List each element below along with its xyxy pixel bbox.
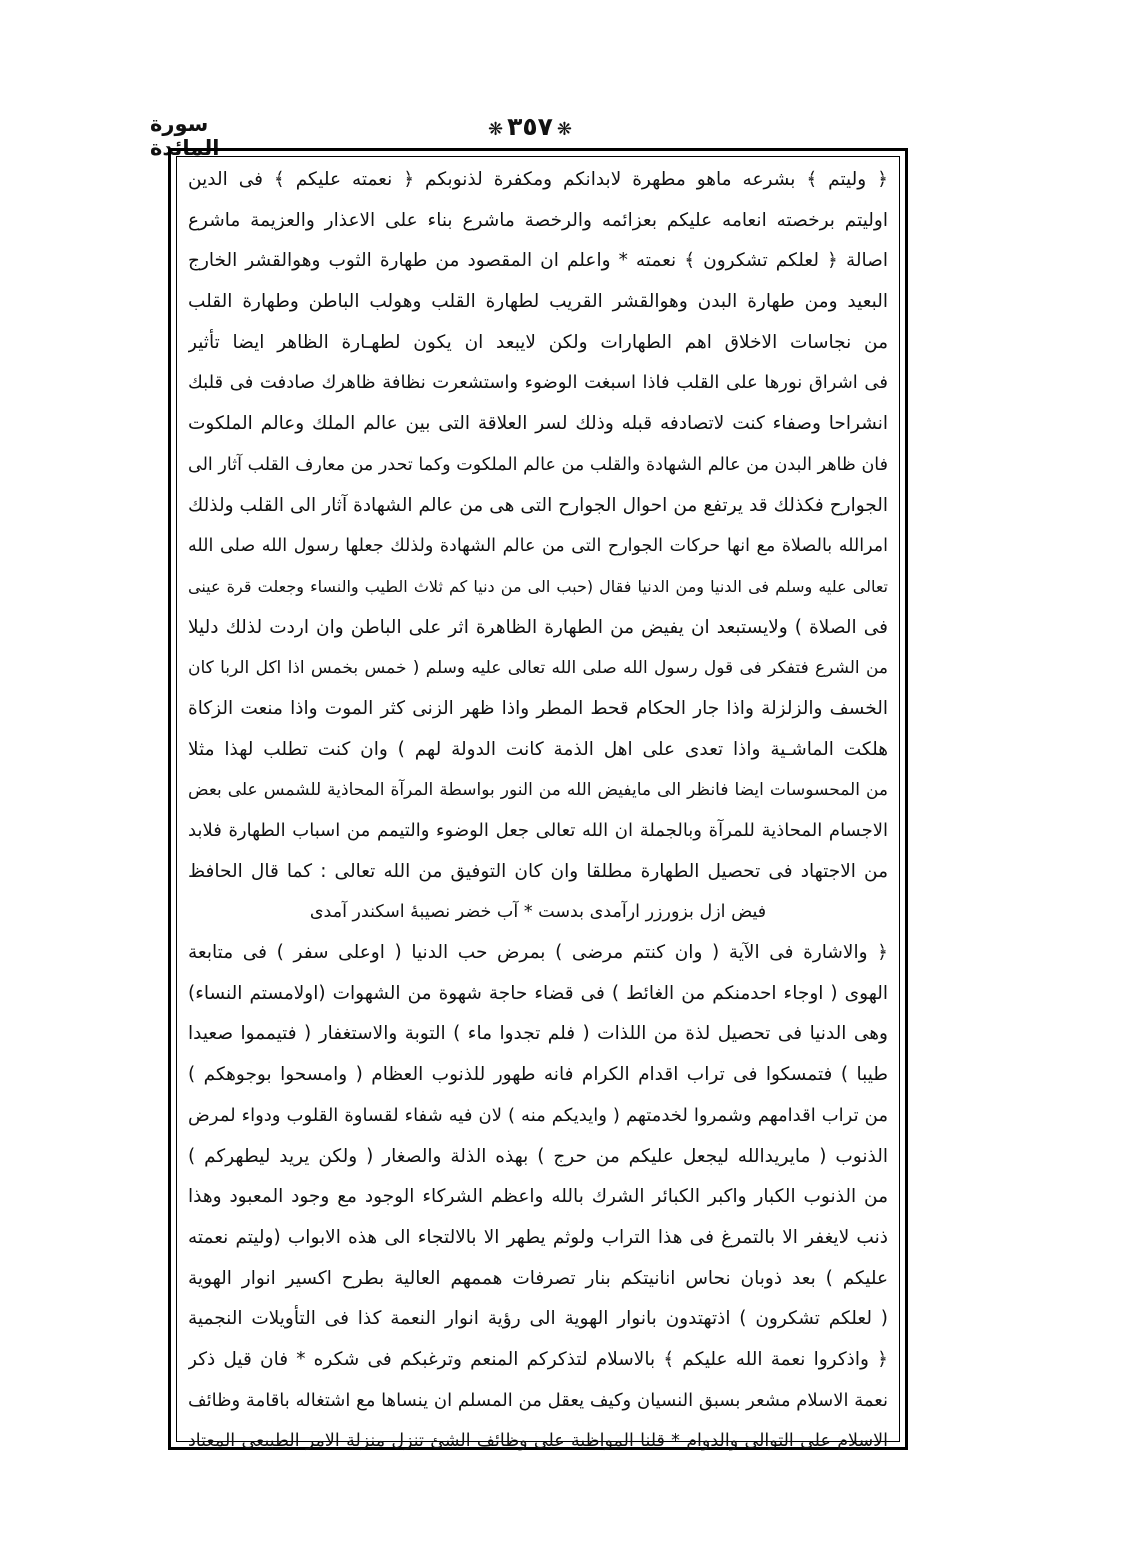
- text-line: من الاجتهاد فى تحصيل الطهارة مطلقا وان كان التوفيق من الله تعالى : كما قال الحافظ: [188, 860, 888, 882]
- text-line: فان ظاهر البدن من عالم الشهادة والقلب من عالم الملكوت وكما تحدر من معارف القلب آثار الى: [188, 454, 888, 475]
- text-line: ﴿ وليتم ﴾ بشرعه ماهو مطهرة لابدانكم ومكفرة لذنوبكم ﴿ نعمته عليكم ﴾ فى الدين: [188, 169, 888, 190]
- text-line: ﴿ والاشارة فى الآية ( وان كنتم مرضى ) بمرض حب الدنيا ( اوعلى سفر ) فى متابعة: [188, 942, 888, 964]
- page-number: [450, 112, 610, 141]
- text-line: من المحسوسات ايضا فانظر الى مايفيض الله من النور بواسطة المرآة المحاذية للشمس على بعض: [188, 780, 888, 801]
- text-line: الهوى ( اوجاء احدمنكم من الغائط ) فى قضاء حاجة شهوة من الشهوات (اولامستم النساء): [188, 982, 888, 1004]
- text-line: البعيد ومن طهارة البدن وهوالقشر القريب لطهارة القلب وهولب الباطن وطهارة القلب: [188, 291, 888, 313]
- text-line: فى اشراق نورها على القلب فاذا اسبغت الوضوء واستشعرت نظافة ظاهرك صادفت فى قلبك: [188, 372, 888, 394]
- text-line: ﴿ واذكروا نعمة الله عليكم ﴾ بالاسلام لتذكركم المنعم وترغبكم فى شكره * فان قيل ذكر: [188, 1348, 888, 1370]
- surah-name: سورة المائدة: [150, 112, 220, 160]
- text-line: هلكت الماشـية واذا تعدى على اهل الذمة كانت الدولة لهم ) وان كنت تطلب لهذا مثلا: [188, 738, 888, 760]
- text-line: من الشرع فتفكر فى قول رسول الله صلى الله تعالى عليه وسلم ( خمس بخمس اذا اكل الربا كان: [188, 658, 888, 679]
- text-line: ذنب لايغفر الا بالتمرغ فى هذا التراب ولوثم يطهر الا بالالتجاء الى هذه الابواب (وليتم نعمته: [188, 1226, 888, 1248]
- ornament-right-icon: ❋: [488, 119, 504, 140]
- text-line: الاسلام على التوالى والدوام * قلنا المواظبة على وظائف الشئ تنزل منزلة الامر الطبيعى المعتاد: [188, 1431, 888, 1452]
- page-number-value: ٣٥٧: [507, 112, 553, 141]
- text-line: نعمة الاسلام مشعر بسبق النسيان وكيف يعقل من المسلم ان ينساها مع اشتغاله باقامة وظائف: [188, 1389, 888, 1411]
- text-line: تعالى عليه وسلم فى الدنيا ومن الدنيا فقال (حبب الى من دنيا كم ثلاث الطيب والنساء وجعلت قرة عينى: [188, 576, 888, 596]
- text-line: من تراب اقدامهم وشمروا لخدمتهم ( وايديكم منه ) لان فيه شفاء لقساوة القلوب ودواء لمرض: [188, 1104, 888, 1126]
- text-line: انشراحا وصفاء كنت لاتصادفه قبله وذلك لسر العلاقة التى بين عالم الملك وعالم الملكوت: [188, 413, 888, 435]
- text-line: اصالة ﴿ لعلكم تشكرون ﴾ نعمته * واعلم ان المقصود من طهارة الثوب وهوالقشر الخارج: [188, 250, 888, 272]
- persian-verse-line: فيض ازل بزورزر ارآمدى بدست * آب خضر نصيبهٔ اسكندر آمدى: [309, 902, 767, 923]
- text-line: الاجسام المحاذية للمرآة وبالجملة ان الله تعالى جعل الوضوء والتيمم من اسباب الطهارة فلابد: [188, 820, 888, 841]
- text-line: عليكم ) بعد ذوبان نحاس انانيتكم بنار تصرفات هممهم العالية بطرح اكسير انوار الهوية: [188, 1267, 888, 1289]
- text-line: طيبا ) فتمسكوا فى تراب اقدام الكرام فانه طهور للذنوب العظام ( وامسحوا بوجوهكم ): [188, 1064, 888, 1086]
- text-line: اوليتم برخصته انعامه عليكم بعزائمه والرخصة ماشرع بناء على الاعذار والعزيمة ماشرع: [188, 209, 888, 231]
- text-line: الجوارح فكذلك قد يرتفع من احوال الجوارح التى هى من عالم الشهادة آثار الى القلب ولذلك: [188, 494, 888, 516]
- text-line: الذنوب ( مايريدالله ليجعل عليكم من حرج ) بهذه الذلة والصغار ( ولكن يريد ليطهركم ): [188, 1145, 888, 1167]
- text-line: من نجاسات الاخلاق اهم الطهارات ولكن لايبعد ان يكون لطهـارة الظاهر ايضا تأثير: [188, 331, 888, 353]
- page-header: [150, 112, 915, 160]
- text-line: وهى الدنيا فى تحصيل لذة من اللذات ( فلم تجدوا ماء ) التوبة والاستغفار ( فتيمموا صعيدا: [188, 1023, 888, 1045]
- ornament-left-icon: ❋: [556, 119, 572, 140]
- text-line: الخسف والزلزلة واذا جار الحكام قحط المطر واذا ظهر الزنى كثر الموت واذا منعت الزكاة: [188, 697, 888, 719]
- text-line: فى الصلاة ) ولايستبعد ان يفيض من الطهارة الظاهرة اثر على الباطن وان اردت لذلك دليلا: [188, 616, 888, 638]
- text-line: امرالله بالصلاة مع انها حركات الجوارح التى من عالم الشهادة ولذلك جعلها رسول الله صلى الله: [188, 536, 888, 557]
- text-line: من الذنوب الكبار واكبر الكبائر الشرك بالله واعظم الشركاء الوجود مع وجود المعبود وهذا: [188, 1186, 888, 1208]
- body-text: [188, 160, 888, 1462]
- text-line: ( لعلكم تشكرون ) اذتهتدون بانوار الهوية الى رؤية انوار النعمة كذا فى التأويلات النجمية: [188, 1308, 888, 1330]
